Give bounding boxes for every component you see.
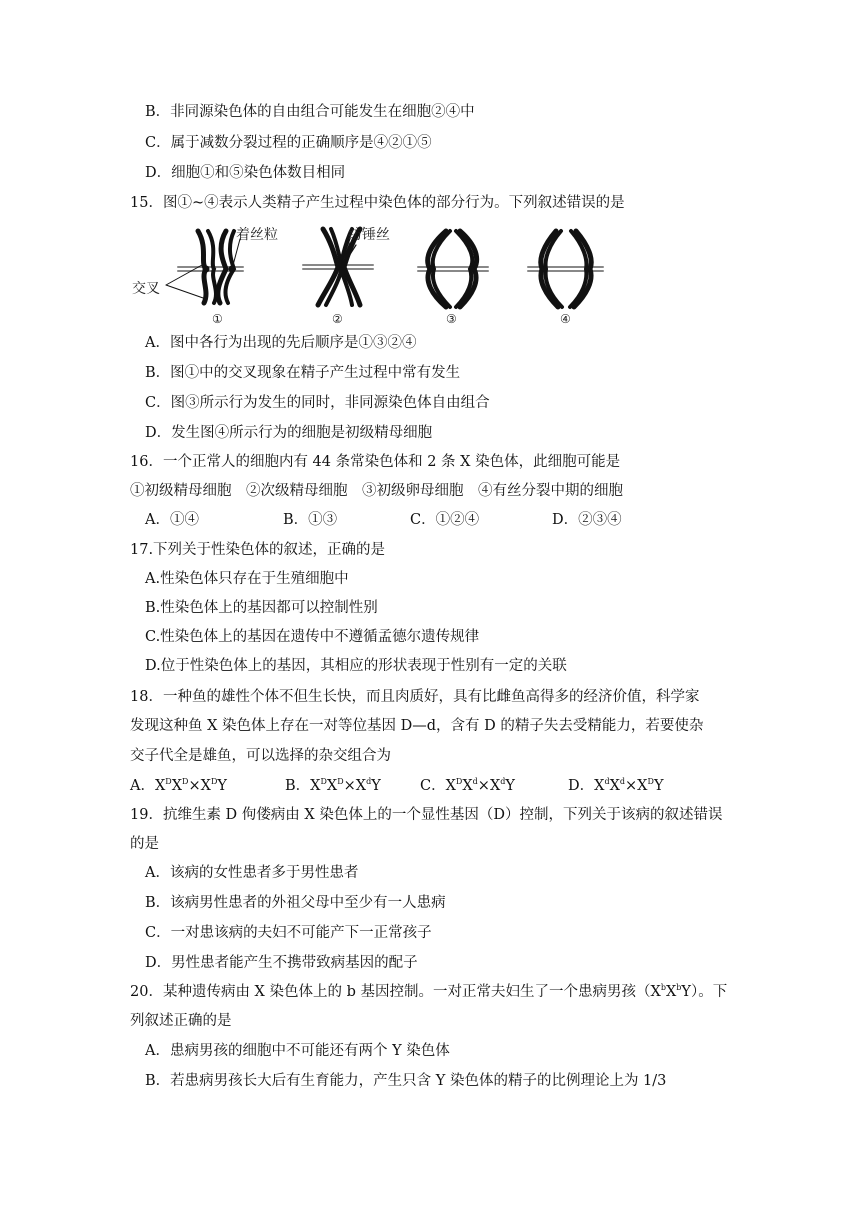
label-cross: 交叉 (132, 281, 160, 297)
q16-stem: 16．一个正常人的细胞内有 44 条常染色体和 2 条 X 染色体，此细胞可能是 (130, 454, 621, 470)
figure-3-separation (418, 231, 488, 307)
q17-option-b: B.性染色体上的基因都可以控制性别 (145, 600, 378, 616)
q15-option-a: A．图中各行为出现的先后顺序是①③②④ (145, 335, 417, 351)
q20-option-b: B．若患病男孩长大后有生育能力，产生只含 Y 染色体的精子的比例理论上为 1/3 (145, 1073, 667, 1089)
figure-number-4: ④ (560, 312, 571, 326)
chromosome-figure (128, 223, 628, 329)
q17-stem: 17.下列关于性染色体的叙述，正确的是 (130, 542, 386, 558)
q18-options (130, 776, 664, 796)
q18-option-c: C．$X^DX^d\times X^dY$ (420, 777, 515, 794)
q19-stem-line1: 19．抗维生素 D 佝偻病由 X 染色体上的一个显性基因（D）控制，下列关于该病的叙述错误 (130, 807, 723, 823)
q16-items: ①初级精母细胞 ②次级精母细胞 ③初级卵母细胞 ④有丝分裂中期的细胞 (130, 483, 623, 499)
q16-options (145, 510, 622, 530)
figure-number-3: ③ (446, 312, 457, 326)
q17-option-a: A.性染色体只存在于生殖细胞中 (145, 571, 349, 587)
q18-stem-line1: 18．一种鱼的雄性个体不但生长快，而且肉质好，具有比雌鱼高得多的经济价值，科学家 (130, 689, 700, 705)
q15-stem: 15．图①~④表示人类精子产生过程中染色体的部分行为。下列叙述错误的是 (130, 195, 625, 211)
q15-option-b: B．图①中的交叉现象在精子产生过程中常有发生 (145, 365, 461, 381)
q18-option-b: B．$X^DX^D\times X^dY$ (285, 777, 381, 794)
q19-option-a: A．该病的女性患者多于男性患者 (145, 865, 359, 881)
q19-option-c: C．一对患该病的夫妇不可能产下一正常孩子 (145, 925, 432, 941)
q14-option-c: C．属于减数分裂过程的正确顺序是④②①⑤ (145, 135, 432, 151)
q16-option-d: D．②③④ (552, 512, 622, 528)
q15-option-d: D．发生图④所示行为的细胞是初级精母细胞 (145, 425, 433, 441)
q17-option-d: D.位于性染色体上的基因，其相应的形状表现于性别有一定的关联 (145, 658, 567, 674)
q20-option-a: A．患病男孩的细胞中不可能还有两个 Y 染色体 (145, 1043, 450, 1059)
q18-stem-line2: 发现这种鱼 X 染色体上存在一对等位基因 D—d，含有 D 的精子失去受精能力，若要使杂 (130, 718, 704, 734)
q14-option-d: D．细胞①和⑤染色体数目相同 (145, 165, 346, 181)
q18-option-d: D．$X^dX^d\times X^DY$ (568, 777, 664, 794)
q20-stem-line1: 20．某种遗传病由 X 染色体上的 b 基因控制。一对正常夫妇生了一个患病男孩$(X^bX^bY)$。下 (130, 983, 728, 1000)
q17-option-c: C.性染色体上的基因在遗传中不遵循孟德尔遗传规律 (145, 629, 480, 645)
q20-stem-line2: 列叙述正确的是 (130, 1013, 232, 1029)
label-centromere: 着丝粒 (236, 227, 278, 243)
figure-number-2: ② (332, 312, 343, 326)
chromosome-figure-svg (128, 223, 628, 329)
q19-option-d: D．男性患者能产生不携带致病基因的配子 (145, 955, 418, 971)
q18-stem-line3: 交子代全是雄鱼，可以选择的杂交组合为 (130, 748, 391, 764)
figure-number-1: ① (212, 312, 223, 326)
label-spindle: 纺锤丝 (348, 227, 390, 243)
figure-4-anaphase (528, 231, 603, 307)
q14-option-b: B．非同源染色体的自由组合可能发生在细胞②④中 (145, 104, 475, 120)
q19-option-b: B．该病男性患者的外祖父母中至少有一人患病 (145, 895, 446, 911)
q16-option-a: A．①④ (145, 512, 199, 528)
q18-option-a: A．$X^DX^D\times X^DY$ (130, 777, 227, 794)
q15-option-c: C．图③所示行为发生的同时，非同源染色体自由组合 (145, 395, 490, 411)
q16-option-b: B．①③ (283, 512, 338, 528)
q16-option-c: C．①②④ (410, 512, 480, 528)
q19-stem-line2: 的是 (130, 836, 159, 852)
